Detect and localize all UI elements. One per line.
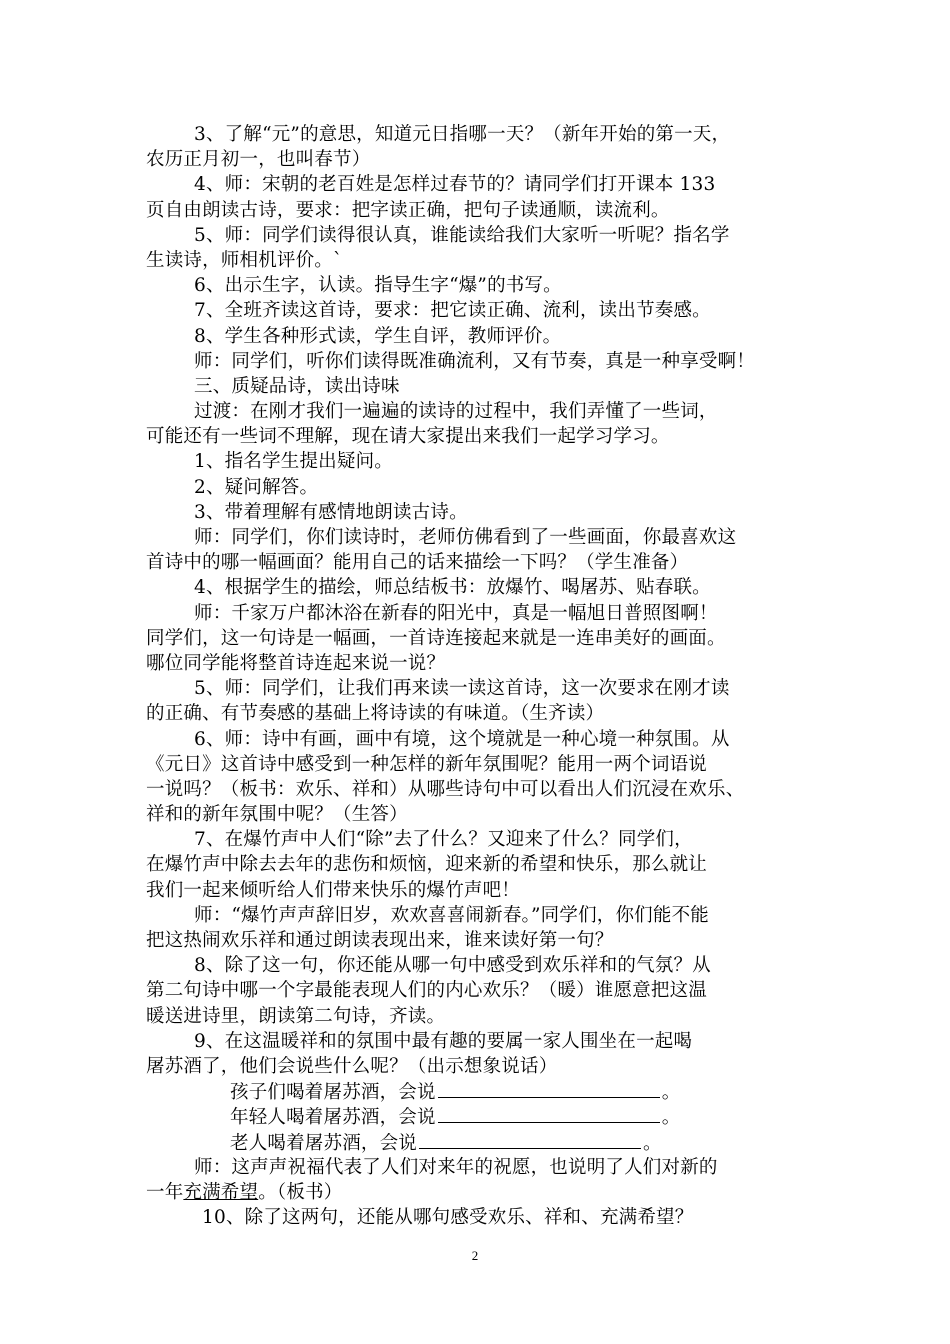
text-line: 页自由朗读古诗，要求：把字读正确，把句子读通顺，读流利。 [146,199,670,221]
underlined-phrase: 充满希望 [183,1181,259,1203]
text-line: 6、师：诗中有画，画中有境，这个境就是一种心境一种氛围。从 [194,728,730,750]
text-line: 5、师：同学们读得很认真，谁能读给我们大家听一听呢？指名学 [194,224,730,246]
text-line: 9、在这温暖祥和的氛围中最有趣的要属一家人围坐在一起喝 [194,1030,693,1052]
text-line: 过渡：在刚才我们一遍遍的读诗的过程中，我们弄懂了一些词， [194,401,718,423]
fill-in-end: 。 [643,1132,662,1154]
text-fragment: 。（板书） [258,1181,343,1203]
text-line: 3、了解“元”的意思，知道元日指哪一天？（新年开始的第一天， [194,124,731,145]
text-line: 5、师：同学们，让我们再来读一读这首诗，这一次要求在刚才读 [194,678,730,700]
fill-in-line [146,1104,816,1129]
fill-in-prompt: 年轻人喝着屠苏酒，会说 [230,1107,436,1129]
fill-in-blank [419,1130,641,1149]
text-line: 7、全班齐读这首诗，要求：把它读正确、流利，读出节奏感。 [194,300,711,322]
text-line: 10、除了这两句，还能从哪句感受欢乐、祥和、充满希望？ [202,1207,694,1229]
text-fragment: 一年 [146,1181,184,1203]
section-heading: 三、质疑品诗，读出诗味 [194,375,400,397]
text-line: 8、学生各种形式读，学生自评，教师评价。 [194,325,562,347]
text-line: 《元日》这首诗中感受到一种怎样的新年氛围呢？能用一两个词语说 [146,753,708,775]
fill-in-prompt: 孩子们喝着屠苏酒，会说 [230,1082,436,1104]
text-line: 4、师：宋朝的老百姓是怎样过春节的？请同学们打开课本 133 [194,174,716,196]
text-line: 我们一起来倾听给人们带来快乐的爆竹声吧！ [146,879,521,901]
page-number: 2 [471,1248,479,1263]
text-line: 2、疑问解答。 [194,476,319,498]
text-line: 1、指名学生提出疑问。 [194,451,393,473]
fill-in-end: 。 [661,1107,681,1129]
text-line: 同学们，这一句诗是一幅画，一首诗连接起来就是一连串美好的画面。 [146,627,726,649]
text-line: 屠苏酒了，他们会说些什么呢？（出示想象说话） [146,1055,558,1077]
text-line: 可能还有一些词不理解，现在请大家提出来我们一起学习学习。 [146,426,670,448]
text-line: 4、根据学生的描绘，师总结板书：放爆竹、喝屠苏、贴春联。 [194,577,711,599]
fill-in-end: 。 [661,1082,681,1104]
fill-in-line [146,1079,816,1104]
fill-in-blank [438,1104,660,1123]
text-line: 暖送进诗里，朗读第二句诗，齐读。 [146,1005,446,1027]
text-line: 首诗中的哪一幅画面？能用自己的话来描绘一下吗？（学生准备） [146,552,689,574]
text-line [146,1180,816,1205]
text-line: 把这热闹欢乐祥和通过朗读表现出来，谁来读好第一句？ [146,930,614,951]
text-line: 7、在爆竹声中人们“除”去了什么？又迎来了什么？同学们， [194,829,693,851]
document-body [146,122,816,1230]
text-line: 师：这声声祝福代表了人们对来年的祝愿，也说明了人们对新的 [194,1156,718,1178]
text-line: 一说吗？（板书：欢乐、祥和）从哪些诗句中可以看出人们沉浸在欢乐、 [146,778,745,800]
text-line: 农历正月初一，也叫春节） [146,149,371,171]
text-line: 的正确、有节奏感的基础上将诗读的有味道。（生齐读） [146,703,605,725]
text-line: 师：“爆竹声声辞旧岁，欢欢喜喜闹新春。”同学们，你们能不能 [194,904,709,926]
text-line: 师：同学们，听你们读得既准确流利，又有节奏，真是一种享受啊！ [194,350,756,372]
fill-in-line [146,1130,816,1155]
text-line: 第二句诗中哪一个字最能表现人们的内心欢乐？（暖）谁愿意把这温 [146,980,708,1002]
text-line: 3、带着理解有感情地朗读古诗。 [194,501,468,523]
text-line: 生读诗，师相机评价。` [146,249,343,271]
text-line: 祥和的新年氛围中呢？（生答） [146,804,408,826]
text-line: 8、除了这一句，你还能从哪一句中感受到欢乐祥和的气氛？从 [194,955,711,977]
text-line: 6、出示生字，认读。指导生字“爆”的书写。 [194,275,562,297]
text-line: 师：同学们，你们读诗时，老师仿佛看到了一些画面，你最喜欢这 [194,527,737,548]
text-line: 在爆竹声中除去去年的悲伤和烦恼，迎来新的希望和快乐，那么就让 [146,854,708,876]
fill-in-prompt: 老人喝着屠苏酒，会说 [230,1132,418,1154]
text-line: 师：千家万户都沐浴在新春的阳光中，真是一幅旭日普照图啊！ [194,602,718,624]
fill-in-blank [438,1079,660,1098]
text-line: 哪位同学能将整首诗连起来说一说？ [146,652,446,674]
